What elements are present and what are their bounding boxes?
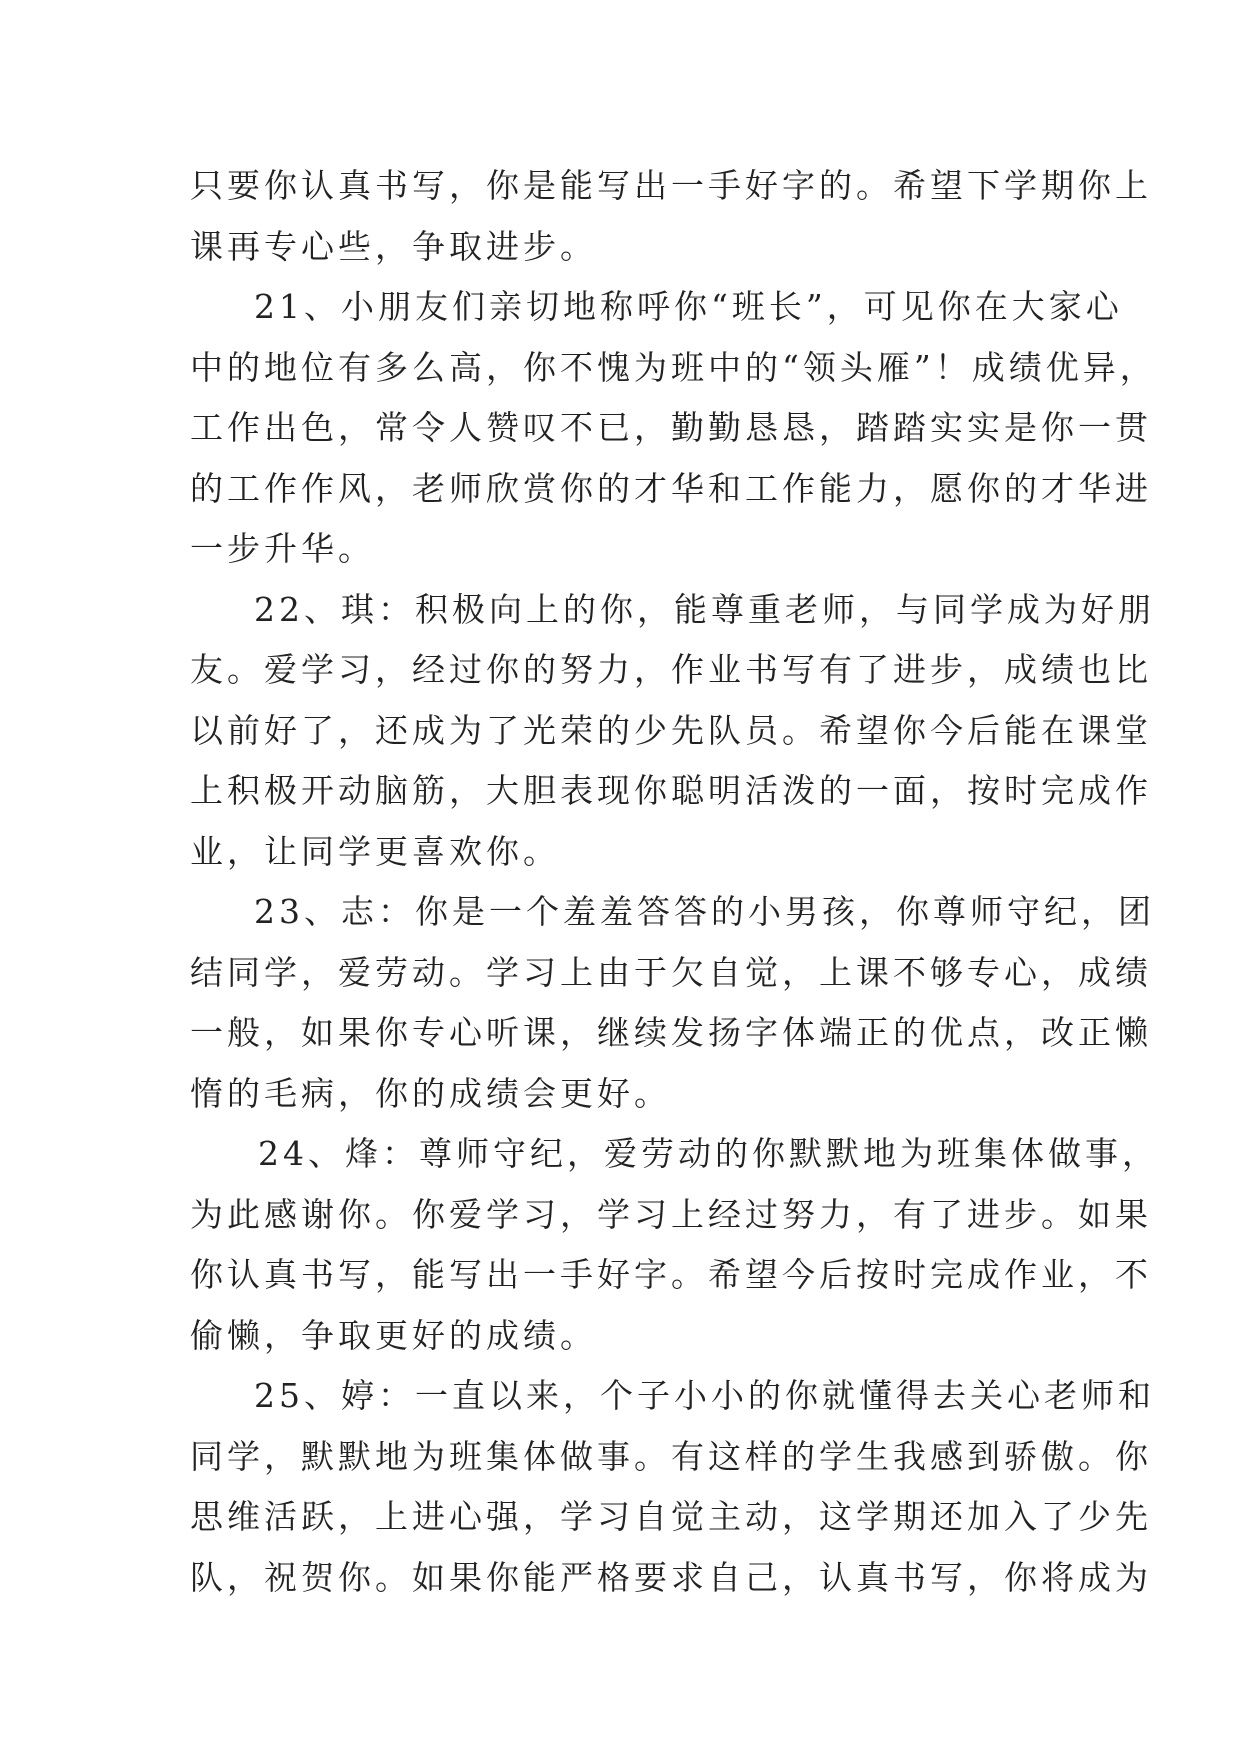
text-line: 工作出色，常令人赞叹不已，勤勤恳恳，踏踏实实是你一贯 [190, 408, 1152, 447]
text-line: 惰的毛病，你的成绩会更好。 [190, 1073, 671, 1113]
document-body [190, 156, 1159, 1608]
text-line: 只要你认真书写，你是能写出一手好字的。希望下学期你上 [190, 166, 1152, 205]
text-line: 偷懒，争取更好的成绩。 [190, 1315, 597, 1355]
text-line: 课再专心些，争取进步。 [190, 226, 597, 266]
paragraph-start-24: 24、烽：尊师守纪，爱劳动的你默默地为班集体做事， [258, 1134, 1159, 1173]
text-line: 一步升华。 [190, 529, 375, 568]
text-line: 结同学，爱劳动。学习上由于欠自觉，上课不够专心，成绩 [190, 952, 1152, 992]
text-line: 以前好了，还成为了光荣的少先队员。希望你今后能在课堂 [190, 710, 1152, 750]
text-line: 为此感谢你。你爱学习，学习上经过努力，有了进步。如果 [190, 1194, 1152, 1234]
text-line: 的工作作风，老师欣赏你的才华和工作能力，愿你的才华进 [190, 468, 1152, 508]
text-line: 思维活跃，上进心强，学习自觉主动，这学期还加入了少先 [190, 1497, 1152, 1536]
text-line: 同学，默默地为班集体做事。有这样的学生我感到骄傲。你 [190, 1436, 1152, 1476]
text-line: 业，让同学更喜欢你。 [190, 831, 560, 871]
paragraph-start-21: 21、小朋友们亲切地称呼你“班长”，可见你在大家心 [254, 287, 1123, 326]
text-line: 上积极开动脑筋，大胆表现你聪明活泼的一面，按时完成作 [190, 771, 1152, 810]
text-line: 队，祝贺你。如果你能严格要求自己，认真书写，你将成为 [190, 1557, 1152, 1597]
text-line: 友。爱学习，经过你的努力，作业书写有了进步，成绩也比 [190, 650, 1152, 689]
text-line: 一般，如果你专心听课，继续发扬字体端正的优点，改正懒 [190, 1013, 1152, 1052]
paragraph-start-25: 25、婷：一直以来，个子小小的你就懂得去关心老师和 [254, 1376, 1155, 1415]
text-line: 你认真书写，能写出一手好字。希望今后按时完成作业，不 [190, 1255, 1152, 1294]
text-line: 中的地位有多么高，你不愧为班中的“领头雁”！成绩优异， [190, 347, 1157, 387]
paragraph-start-23: 23、志：你是一个羞羞答答的小男孩，你尊师守纪，团 [254, 892, 1155, 931]
paragraph-start-22: 22、琪：积极向上的你，能尊重老师，与同学成为好朋 [254, 589, 1155, 629]
